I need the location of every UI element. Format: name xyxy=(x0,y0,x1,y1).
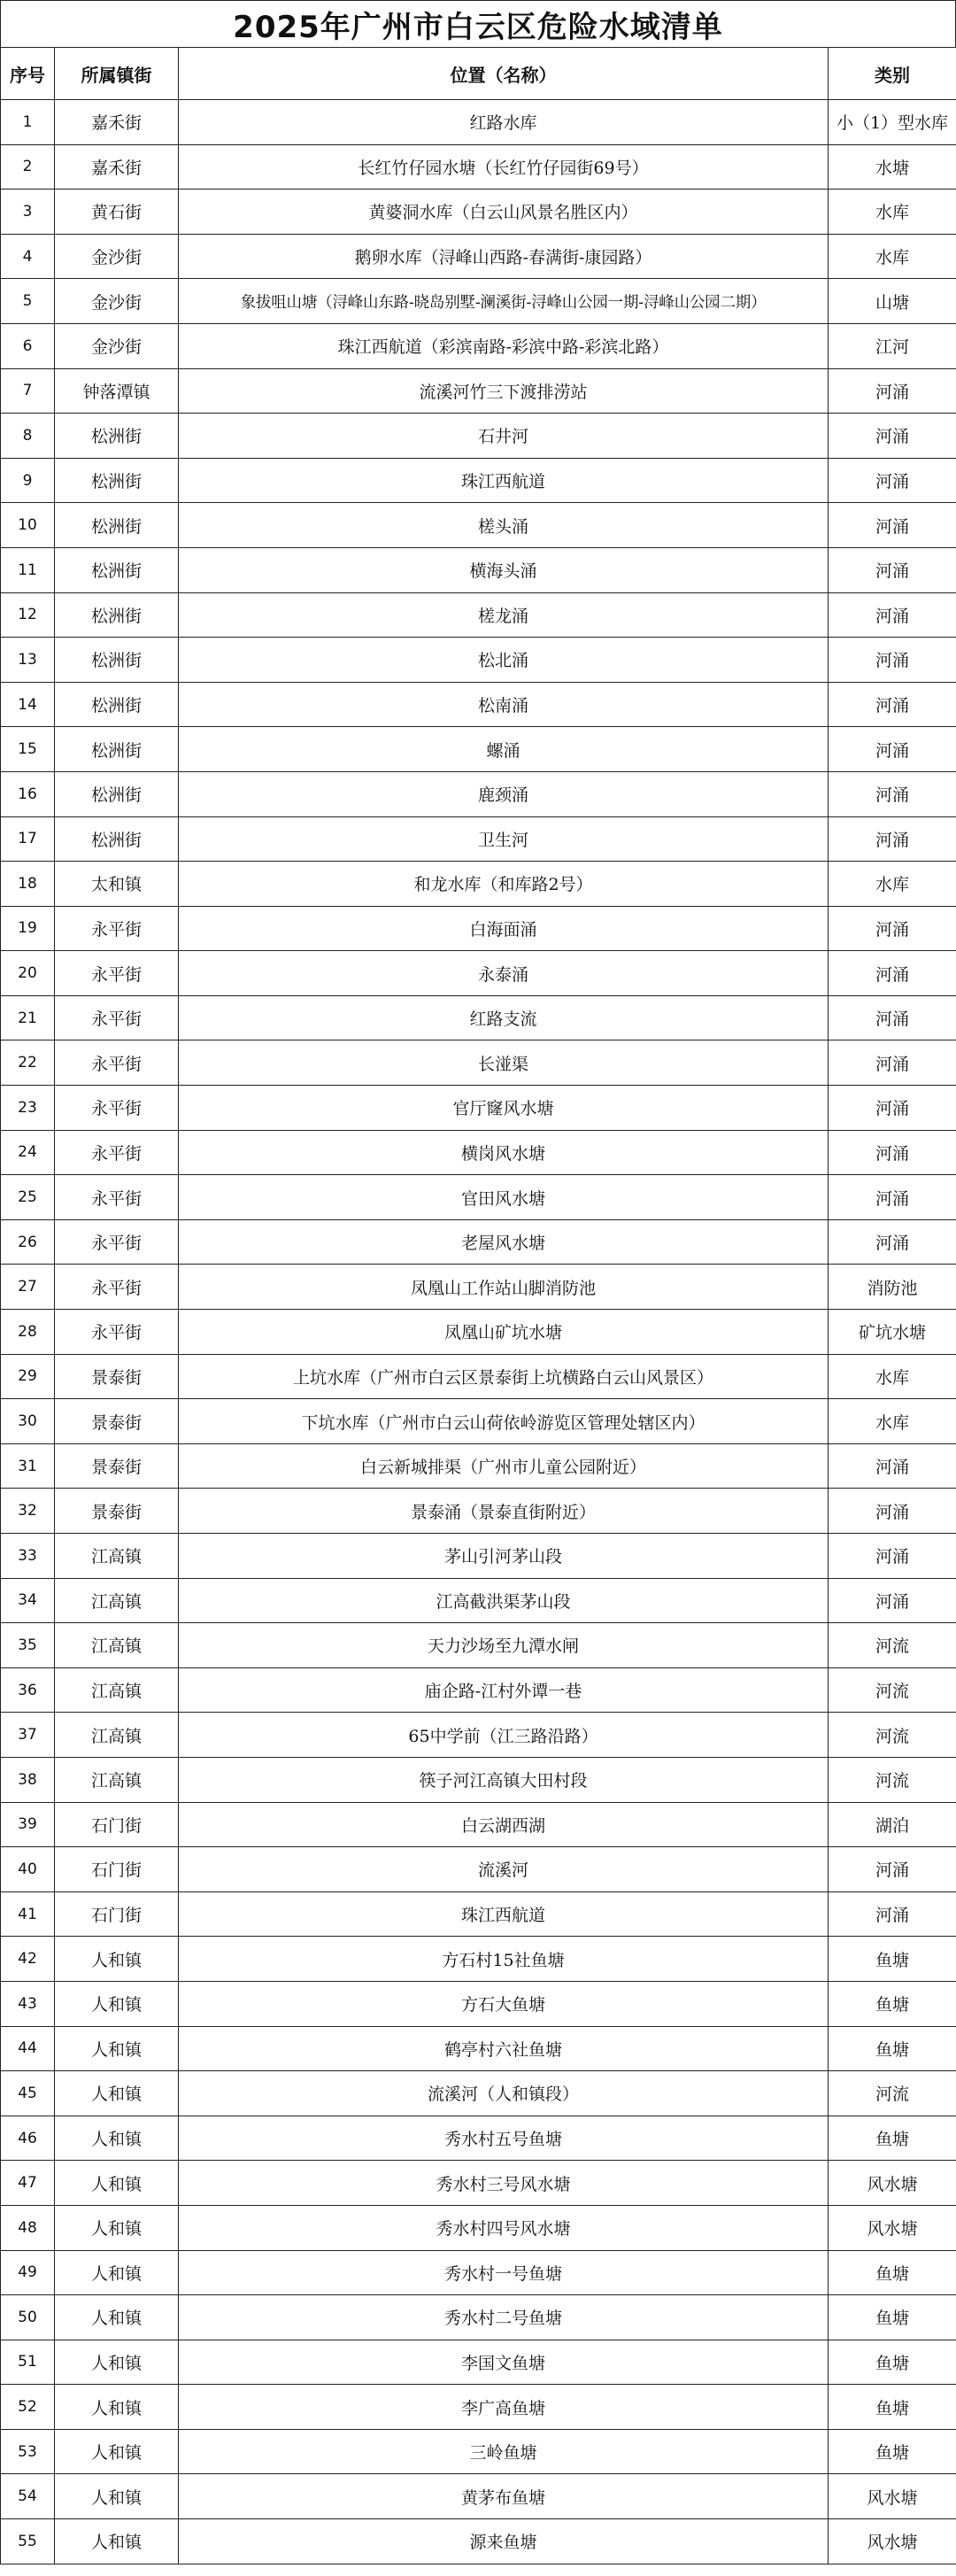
cell-no: 44 xyxy=(1,2026,55,2071)
cell-type: 河涌 xyxy=(829,503,956,548)
cell-location: 凤凰山工作站山脚消防池 xyxy=(179,1265,829,1310)
table-row xyxy=(1,1891,956,1937)
cell-location: 下坑水库（广州市白云山荷依岭游览区管理处辖区内） xyxy=(179,1399,829,1444)
cell-type: 河涌 xyxy=(829,995,956,1040)
cell-town: 人和镇 xyxy=(55,2429,179,2474)
cell-no: 12 xyxy=(1,592,55,638)
cell-no: 9 xyxy=(1,458,55,503)
table-row xyxy=(1,503,956,548)
cell-no: 31 xyxy=(1,1443,55,1489)
cell-no: 41 xyxy=(1,1891,55,1937)
cell-type: 河涌 xyxy=(829,547,956,592)
cell-type: 河涌 xyxy=(829,1219,956,1265)
cell-no: 51 xyxy=(1,2340,55,2385)
cell-town: 江高镇 xyxy=(55,1667,179,1713)
cell-type: 鱼塘 xyxy=(829,2340,956,2385)
cell-location: 槎头涌 xyxy=(179,503,829,548)
cell-town: 人和镇 xyxy=(55,1937,179,1982)
table-row xyxy=(1,862,956,907)
table-row xyxy=(1,2340,956,2385)
cell-type: 鱼塘 xyxy=(829,2116,956,2161)
table-row xyxy=(1,144,956,190)
cell-type: 水库 xyxy=(829,190,956,235)
cell-location: 石井河 xyxy=(179,414,829,459)
cell-no: 7 xyxy=(1,368,55,414)
table-row xyxy=(1,100,956,145)
cell-type: 河涌 xyxy=(829,1891,956,1937)
table-row xyxy=(1,592,956,638)
cell-no: 10 xyxy=(1,503,55,548)
cell-location: 秀水村四号风水塘 xyxy=(179,2205,829,2250)
cell-location: 筷子河江高镇大田村段 xyxy=(179,1757,829,1802)
cell-town: 黄石街 xyxy=(55,190,179,235)
cell-no: 50 xyxy=(1,2295,55,2340)
cell-type: 河涌 xyxy=(829,638,956,683)
cell-location: 李国文鱼塘 xyxy=(179,2340,829,2385)
cell-location: 景泰涌（景泰直街附近） xyxy=(179,1489,829,1534)
table-row xyxy=(1,1578,956,1623)
cell-location: 流溪河（人和镇段） xyxy=(179,2071,829,2116)
cell-town: 景泰街 xyxy=(55,1354,179,1399)
cell-location: 秀水村三号风水塘 xyxy=(179,2161,829,2206)
cell-no: 46 xyxy=(1,2116,55,2161)
cell-town: 永平街 xyxy=(55,995,179,1040)
table-row xyxy=(1,1713,956,1758)
table-row xyxy=(1,1623,956,1668)
table-row xyxy=(1,547,956,592)
table-row xyxy=(1,2295,956,2340)
cell-type: 河流 xyxy=(829,2071,956,2116)
cell-location: 横海头涌 xyxy=(179,547,829,592)
table-row xyxy=(1,1175,956,1220)
cell-no: 30 xyxy=(1,1399,55,1444)
cell-no: 47 xyxy=(1,2161,55,2206)
cell-town: 嘉禾街 xyxy=(55,144,179,190)
cell-town: 石门街 xyxy=(55,1847,179,1892)
cell-no: 5 xyxy=(1,279,55,324)
table-row xyxy=(1,951,956,996)
cell-location: 松北涌 xyxy=(179,638,829,683)
cell-type: 水塘 xyxy=(829,144,956,190)
cell-town: 人和镇 xyxy=(55,2071,179,2116)
table-row xyxy=(1,727,956,772)
cell-location: 红路支流 xyxy=(179,995,829,1040)
cell-location: 上坑水库（广州市白云区景泰街上坑横路白云山风景区） xyxy=(179,1354,829,1399)
cell-type: 河涌 xyxy=(829,458,956,503)
cell-type: 鱼塘 xyxy=(829,2429,956,2474)
cell-town: 金沙街 xyxy=(55,279,179,324)
cell-type: 河涌 xyxy=(829,1086,956,1131)
cell-town: 松洲街 xyxy=(55,414,179,459)
cell-location: 和龙水库（和库路2号） xyxy=(179,862,829,907)
cell-type: 河涌 xyxy=(829,727,956,772)
table-row xyxy=(1,2429,956,2474)
cell-location: 红路水库 xyxy=(179,100,829,145)
cell-type: 河涌 xyxy=(829,771,956,816)
table-row xyxy=(1,1667,956,1713)
cell-no: 38 xyxy=(1,1757,55,1802)
cell-town: 景泰街 xyxy=(55,1443,179,1489)
cell-type: 河流 xyxy=(829,1757,956,1802)
cell-town: 人和镇 xyxy=(55,2474,179,2519)
table-row xyxy=(1,1399,956,1444)
cell-town: 永平街 xyxy=(55,1310,179,1355)
cell-location: 老屋风水塘 xyxy=(179,1219,829,1265)
cell-type: 河涌 xyxy=(829,816,956,862)
cell-location: 李广高鱼塘 xyxy=(179,2385,829,2430)
cell-town: 松洲街 xyxy=(55,816,179,862)
cell-location: 三岭鱼塘 xyxy=(179,2429,829,2474)
cell-location: 流溪河 xyxy=(179,1847,829,1892)
cell-type: 河涌 xyxy=(829,1130,956,1175)
cell-location: 珠江西航道 xyxy=(179,1891,829,1937)
cell-no: 39 xyxy=(1,1802,55,1847)
cell-no: 48 xyxy=(1,2205,55,2250)
cell-location: 白海面涌 xyxy=(179,906,829,951)
cell-type: 鱼塘 xyxy=(829,2250,956,2295)
table-row xyxy=(1,1265,956,1310)
cell-location: 庙企路-江村外谭一巷 xyxy=(179,1667,829,1713)
cell-town: 人和镇 xyxy=(55,2250,179,2295)
cell-no: 53 xyxy=(1,2429,55,2474)
cell-town: 永平街 xyxy=(55,1265,179,1310)
cell-town: 江高镇 xyxy=(55,1757,179,1802)
cell-type: 鱼塘 xyxy=(829,2026,956,2071)
table-row xyxy=(1,995,956,1040)
cell-no: 17 xyxy=(1,816,55,862)
table-row xyxy=(1,2071,956,2116)
cell-no: 42 xyxy=(1,1937,55,1982)
cell-town: 永平街 xyxy=(55,1219,179,1265)
cell-no: 25 xyxy=(1,1175,55,1220)
cell-location: 槎龙涌 xyxy=(179,592,829,638)
cell-town: 嘉禾街 xyxy=(55,100,179,145)
table-body xyxy=(1,100,956,2564)
column-header-no: 序号 xyxy=(1,48,55,100)
cell-type: 风水塘 xyxy=(829,2474,956,2519)
cell-type: 河流 xyxy=(829,1667,956,1713)
cell-town: 永平街 xyxy=(55,1040,179,1086)
cell-no: 45 xyxy=(1,2071,55,2116)
cell-type: 河涌 xyxy=(829,592,956,638)
table-row xyxy=(1,414,956,459)
cell-type: 水库 xyxy=(829,234,956,279)
cell-type: 河涌 xyxy=(829,1040,956,1086)
cell-type: 风水塘 xyxy=(829,2205,956,2250)
table-row xyxy=(1,1354,956,1399)
cell-no: 15 xyxy=(1,727,55,772)
cell-no: 34 xyxy=(1,1578,55,1623)
cell-town: 人和镇 xyxy=(55,2161,179,2206)
cell-location: 65中学前（江三路沿路） xyxy=(179,1713,829,1758)
table-row xyxy=(1,1086,956,1131)
cell-location: 卫生河 xyxy=(179,816,829,862)
table-row xyxy=(1,1534,956,1579)
cell-type: 鱼塘 xyxy=(829,1937,956,1982)
cell-no: 32 xyxy=(1,1489,55,1534)
cell-type: 河流 xyxy=(829,1623,956,1668)
cell-no: 40 xyxy=(1,1847,55,1892)
cell-no: 52 xyxy=(1,2385,55,2430)
table-row xyxy=(1,2026,956,2071)
cell-location: 流溪河竹三下渡排涝站 xyxy=(179,368,829,414)
cell-town: 江高镇 xyxy=(55,1534,179,1579)
table-row xyxy=(1,458,956,503)
cell-location: 秀水村二号鱼塘 xyxy=(179,2295,829,2340)
cell-type: 鱼塘 xyxy=(829,2385,956,2430)
table-row xyxy=(1,2385,956,2430)
cell-no: 33 xyxy=(1,1534,55,1579)
cell-location: 源来鱼塘 xyxy=(179,2519,829,2564)
table-row xyxy=(1,2474,956,2519)
table-row xyxy=(1,368,956,414)
cell-location: 方石大鱼塘 xyxy=(179,1981,829,2026)
cell-type: 河涌 xyxy=(829,1489,956,1534)
cell-location: 凤凰山矿坑水塘 xyxy=(179,1310,829,1355)
cell-no: 43 xyxy=(1,1981,55,2026)
cell-location: 天力沙场至九潭水闸 xyxy=(179,1623,829,1668)
cell-town: 石门街 xyxy=(55,1891,179,1937)
cell-type: 河涌 xyxy=(829,682,956,727)
cell-type: 河涌 xyxy=(829,1175,956,1220)
table-row xyxy=(1,1847,956,1892)
column-header-location: 位置（名称） xyxy=(179,48,829,100)
table-row xyxy=(1,1489,956,1534)
cell-town: 金沙街 xyxy=(55,234,179,279)
cell-town: 永平街 xyxy=(55,1130,179,1175)
cell-no: 23 xyxy=(1,1086,55,1131)
cell-location: 官厅窿风水塘 xyxy=(179,1086,829,1131)
cell-no: 35 xyxy=(1,1623,55,1668)
table-row xyxy=(1,1802,956,1847)
cell-no: 19 xyxy=(1,906,55,951)
cell-no: 27 xyxy=(1,1265,55,1310)
cell-town: 松洲街 xyxy=(55,592,179,638)
cell-type: 山塘 xyxy=(829,279,956,324)
cell-town: 松洲街 xyxy=(55,771,179,816)
table-row xyxy=(1,682,956,727)
cell-town: 人和镇 xyxy=(55,1981,179,2026)
table-row xyxy=(1,638,956,683)
cell-no: 4 xyxy=(1,234,55,279)
cell-town: 江高镇 xyxy=(55,1578,179,1623)
cell-town: 人和镇 xyxy=(55,2116,179,2161)
cell-town: 太和镇 xyxy=(55,862,179,907)
cell-no: 36 xyxy=(1,1667,55,1713)
cell-location: 茅山引河茅山段 xyxy=(179,1534,829,1579)
cell-town: 永平街 xyxy=(55,906,179,951)
cell-location: 秀水村一号鱼塘 xyxy=(179,2250,829,2295)
table-row xyxy=(1,2116,956,2161)
cell-no: 13 xyxy=(1,638,55,683)
cell-type: 河涌 xyxy=(829,906,956,951)
cell-no: 20 xyxy=(1,951,55,996)
cell-type: 河流 xyxy=(829,1713,956,1758)
cell-type: 河涌 xyxy=(829,368,956,414)
cell-type: 消防池 xyxy=(829,1265,956,1310)
cell-location: 方石村15社鱼塘 xyxy=(179,1937,829,1982)
cell-town: 人和镇 xyxy=(55,2026,179,2071)
cell-town: 永平街 xyxy=(55,951,179,996)
cell-no: 18 xyxy=(1,862,55,907)
column-header-town: 所属镇街 xyxy=(55,48,179,100)
cell-no: 11 xyxy=(1,547,55,592)
cell-no: 2 xyxy=(1,144,55,190)
cell-town: 松洲街 xyxy=(55,727,179,772)
table-row xyxy=(1,816,956,862)
cell-no: 37 xyxy=(1,1713,55,1758)
cell-town: 松洲街 xyxy=(55,458,179,503)
table-row xyxy=(1,2205,956,2250)
cell-no: 29 xyxy=(1,1354,55,1399)
cell-no: 24 xyxy=(1,1130,55,1175)
cell-no: 55 xyxy=(1,2519,55,2564)
cell-town: 松洲街 xyxy=(55,638,179,683)
cell-location: 永泰涌 xyxy=(179,951,829,996)
table-row xyxy=(1,2161,956,2206)
table-header-row xyxy=(1,48,956,100)
cell-type: 风水塘 xyxy=(829,2161,956,2206)
cell-location: 白云新城排渠（广州市儿童公园附近） xyxy=(179,1443,829,1489)
cell-town: 人和镇 xyxy=(55,2519,179,2564)
table-row xyxy=(1,1310,956,1355)
cell-no: 49 xyxy=(1,2250,55,2295)
table-row xyxy=(1,1937,956,1982)
cell-location: 松南涌 xyxy=(179,682,829,727)
cell-no: 14 xyxy=(1,682,55,727)
cell-location: 珠江西航道 xyxy=(179,458,829,503)
cell-no: 26 xyxy=(1,1219,55,1265)
cell-town: 松洲街 xyxy=(55,682,179,727)
cell-town: 景泰街 xyxy=(55,1489,179,1534)
cell-town: 松洲街 xyxy=(55,547,179,592)
table-row xyxy=(1,279,956,324)
cell-location: 长红竹仔园水塘（长红竹仔园街69号） xyxy=(179,144,829,190)
cell-type: 江河 xyxy=(829,323,956,368)
cell-town: 永平街 xyxy=(55,1175,179,1220)
table-row xyxy=(1,1757,956,1802)
cell-type: 河涌 xyxy=(829,1847,956,1892)
cell-location: 秀水村五号鱼塘 xyxy=(179,2116,829,2161)
cell-no: 3 xyxy=(1,190,55,235)
cell-type: 水库 xyxy=(829,862,956,907)
cell-location: 鹅卵水库（浔峰山西路-春满街-康园路） xyxy=(179,234,829,279)
cell-location: 鹿颈涌 xyxy=(179,771,829,816)
cell-town: 景泰街 xyxy=(55,1399,179,1444)
table-row xyxy=(1,1219,956,1265)
cell-town: 金沙街 xyxy=(55,323,179,368)
table-row xyxy=(1,1130,956,1175)
column-header-type: 类别 xyxy=(829,48,956,100)
cell-no: 22 xyxy=(1,1040,55,1086)
cell-town: 石门街 xyxy=(55,1802,179,1847)
table-row xyxy=(1,2519,956,2564)
table-row xyxy=(1,2250,956,2295)
cell-town: 松洲街 xyxy=(55,503,179,548)
cell-no: 28 xyxy=(1,1310,55,1355)
table-row xyxy=(1,1040,956,1086)
table-row xyxy=(1,190,956,235)
cell-type: 水库 xyxy=(829,1354,956,1399)
cell-town: 人和镇 xyxy=(55,2340,179,2385)
cell-town: 人和镇 xyxy=(55,2385,179,2430)
cell-location: 珠江西航道（彩滨南路-彩滨中路-彩滨北路） xyxy=(179,323,829,368)
table-row xyxy=(1,771,956,816)
cell-type: 湖泊 xyxy=(829,1802,956,1847)
cell-location: 长湴渠 xyxy=(179,1040,829,1086)
cell-no: 8 xyxy=(1,414,55,459)
cell-location: 螺涌 xyxy=(179,727,829,772)
cell-type: 河涌 xyxy=(829,1534,956,1579)
cell-type: 水库 xyxy=(829,1399,956,1444)
cell-no: 21 xyxy=(1,995,55,1040)
cell-type: 风水塘 xyxy=(829,2519,956,2564)
cell-town: 人和镇 xyxy=(55,2205,179,2250)
cell-type: 河涌 xyxy=(829,951,956,996)
cell-location: 白云湖西湖 xyxy=(179,1802,829,1847)
cell-no: 1 xyxy=(1,100,55,145)
cell-town: 钟落潭镇 xyxy=(55,368,179,414)
cell-location: 横岗风水塘 xyxy=(179,1130,829,1175)
table-row xyxy=(1,323,956,368)
cell-no: 54 xyxy=(1,2474,55,2519)
cell-type: 河涌 xyxy=(829,1578,956,1623)
table-row xyxy=(1,1443,956,1489)
cell-no: 6 xyxy=(1,323,55,368)
cell-location: 象拔咀山塘（浔峰山东路-晓岛别墅-澜溪街-浔峰山公园一期-浔峰山公园二期） xyxy=(179,279,829,324)
cell-location: 黄茅布鱼塘 xyxy=(179,2474,829,2519)
cell-location: 黄婆洞水库（白云山风景名胜区内） xyxy=(179,190,829,235)
cell-no: 16 xyxy=(1,771,55,816)
cell-location: 官田风水塘 xyxy=(179,1175,829,1220)
cell-type: 小（1）型水库 xyxy=(829,100,956,145)
table-row xyxy=(1,1981,956,2026)
cell-type: 矿坑水塘 xyxy=(829,1310,956,1355)
cell-type: 河涌 xyxy=(829,1443,956,1489)
page-title: 2025年广州市白云区危险水域清单 xyxy=(0,0,956,47)
cell-town: 永平街 xyxy=(55,1086,179,1131)
cell-town: 江高镇 xyxy=(55,1623,179,1668)
cell-town: 人和镇 xyxy=(55,2295,179,2340)
hazard-water-table xyxy=(0,47,956,2564)
cell-town: 江高镇 xyxy=(55,1713,179,1758)
table-row xyxy=(1,234,956,279)
cell-location: 江高截洪渠茅山段 xyxy=(179,1578,829,1623)
table-row xyxy=(1,906,956,951)
cell-type: 鱼塘 xyxy=(829,1981,956,2026)
cell-type: 河涌 xyxy=(829,414,956,459)
cell-type: 鱼塘 xyxy=(829,2295,956,2340)
cell-location: 鹤亭村六社鱼塘 xyxy=(179,2026,829,2071)
